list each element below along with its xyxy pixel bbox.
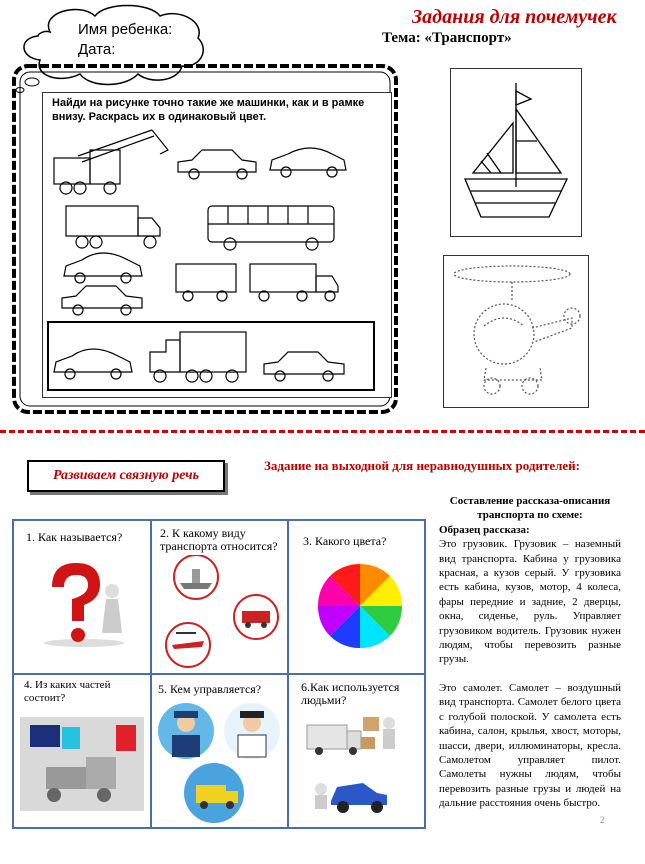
sailboat-drawing bbox=[450, 68, 582, 237]
box-truck-drawing bbox=[66, 206, 160, 248]
question-cell-1 bbox=[13, 520, 151, 674]
car-drawing-1 bbox=[178, 150, 256, 179]
question-cell-2 bbox=[151, 520, 288, 674]
question-label-2: 2. К какому виду транспорта относится? bbox=[160, 526, 278, 553]
sample-truck-drawing bbox=[150, 332, 246, 382]
sample-sedan-drawing bbox=[264, 352, 344, 381]
question-cell-3 bbox=[288, 520, 425, 674]
crane-truck-drawing bbox=[54, 130, 168, 194]
date-label: Дата: bbox=[78, 41, 116, 58]
question-label-4: 4. Из каких частей состоит? bbox=[24, 679, 111, 704]
question-cell-6 bbox=[288, 674, 425, 828]
truck-trailer-drawing bbox=[176, 264, 338, 301]
question-label-6: 6.Как используется людьми? bbox=[301, 680, 400, 707]
question-cell-5 bbox=[151, 674, 288, 828]
usage-image bbox=[303, 711, 413, 821]
child-name-label: Имя ребенка: bbox=[78, 21, 173, 38]
question-grid bbox=[12, 519, 426, 829]
color-wheel-image bbox=[315, 561, 405, 651]
helicopter-drawing bbox=[443, 255, 589, 408]
page-number: 2 bbox=[600, 815, 605, 825]
car-drawing-3 bbox=[64, 253, 142, 283]
question-label-5: 5. Кем управляется? bbox=[158, 682, 262, 696]
child-info bbox=[78, 20, 172, 60]
question-mark-image bbox=[32, 557, 136, 649]
sample-label: Образец рассказа: bbox=[439, 523, 530, 536]
sample-car-drawing bbox=[54, 349, 132, 379]
car-drawing-4 bbox=[62, 286, 142, 315]
transport-types-image bbox=[156, 555, 286, 671]
question-label-1: 1. Как называется? bbox=[26, 530, 123, 544]
story-title: Составление рассказа-описания транспорта по схеме: bbox=[449, 495, 611, 522]
weekend-task-heading: Задание на выходной для неравнодушных родителей: bbox=[264, 458, 580, 473]
section-divider bbox=[0, 430, 645, 433]
speech-section-label: Развиваем связную речь bbox=[27, 460, 225, 492]
bus-drawing bbox=[208, 206, 334, 250]
topic-title: Тема: «Транспорт» bbox=[382, 30, 512, 46]
drivers-image bbox=[156, 701, 286, 827]
story-paragraph-2: Это самолет. Самолет – воздушный вид транспорта. Самолет белого цвета с голубой полоской. У самолета есть кабина, салон, крылья, хвост, моторы, шасси, двери, иллюминаторы, кресла. Самолетом управляет пилот. Самолеты нужны людям, чтобы перевозить разные грузы и людей на дальние расстояния очень быстро. bbox=[439, 681, 621, 810]
worksheet-task: Найди на рисунке точно такие же машинки, как и в рамке внизу. Раскрась их в одинаковый цвет. bbox=[52, 97, 365, 123]
vehicle-drawings bbox=[42, 120, 390, 396]
car-drawing-2 bbox=[270, 148, 346, 177]
story-paragraph-1: Это грузовик. Грузовик – наземный вид транспорта. Кабина у грузовика красная, а кузов серый. У грузовика есть кабина, кузов, мотор, 4 колеса, фары передние и задние, 2 дверцы, окна, сиденье, руль. Управляет грузовиком водитель. Грузовик нужен людям, чтобы перевозить разные грузы. bbox=[439, 538, 621, 666]
page-title: Задания для почемучек bbox=[412, 6, 617, 28]
truck-parts-image bbox=[20, 717, 144, 811]
question-cell-4 bbox=[13, 674, 151, 828]
question-label-3: 3. Какого цвета? bbox=[303, 534, 387, 548]
story-text bbox=[439, 494, 621, 811]
